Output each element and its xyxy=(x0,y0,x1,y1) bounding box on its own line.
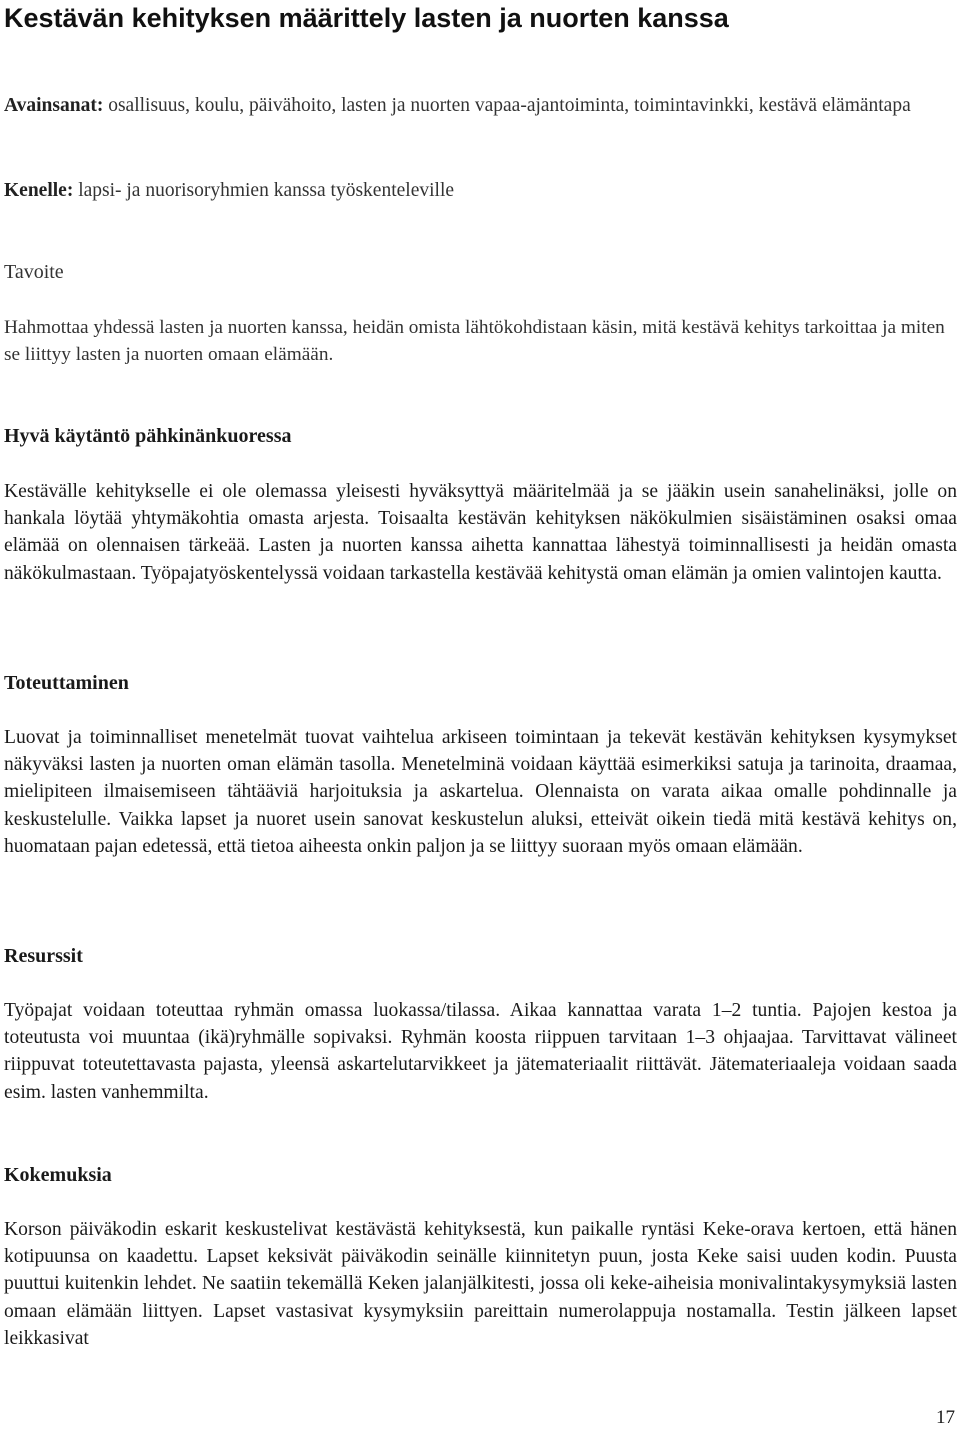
summary-text: Kestävälle kehitykselle ei ole olemassa yleisesti hyväksyttyä määritelmää ja se jääkin usein sanahelinäksi, jolle on hankala löytää yhtymäkohtia omasta arjesta. Toisaalta kestävän kehityksen näkökulmien sisäistäminen osaksi omaa elämää on olennaisen tärkeää. Lasten ja nuorten kanssa aihetta kannattaa lähestyä toiminnallisesti ja heidän omasta näkökulmastaan. Työpajatyöskentelyssä voidaan tarkastella kestävää kehitystä oman elämän ja omien valintojen kautta. xyxy=(4,481,957,584)
audience-label: Kenelle: xyxy=(4,180,74,201)
audience-value: lapsi- ja nuorisoryhmien kanssa työskenteleville xyxy=(78,180,455,201)
audience-line xyxy=(4,177,957,204)
resources-text: Työpajat voidaan toteuttaa ryhmän omassa luokassa/tilassa. Aikaa kannattaa varata 1–2 tuntia. Pajojen kestoa ja toteutusta voi muuntaa (ikä)ryhmälle sopivaksi. Ryhmän koosta riippuen tarvitaan 1–3 ohjaajaa. Tarvittavat välineet riippuvat toteutettavasta pajasta, yleensä askartelutarvikkeet ja jätemateriaalit riittävät. Jätemateriaaleja voidaan saada esim. lasten vanhemmilta. xyxy=(4,1000,957,1103)
experiences-text: Korson päiväkodin eskarit keskustelivat kestävästä kehityksestä, kun paikalle ryntäsi Keke-orava kertoen, että hänen kotipuunsa on kaadettu. Lapset keksivät päiväkodin seinälle kiinnitetyn puun, josta Keke saisi uuden kodin. Puusta puuttui kuitenkin lehdet. Ne saatiin tekemällä Keken jalanjälkitesti, jossa oli keke-aiheisia monivalintakysymyksiä lasten omaan elämään liittyen. Lapset vastasivat kysymyksiin pareittain numerolappuja nostamalla. Testin jälkeen lapset leikkasivat xyxy=(4,1219,957,1349)
keywords-line xyxy=(4,92,957,119)
implementation-text: Luovat ja toiminnalliset menetelmät tuovat vaihtelua arkiseen toimintaan ja tekevät kestävän kehityksen kysymykset näkyväksi lasten ja nuorten oman elämän tasolla. Menetelminä voidaan käyttää esimerkiksi satuja ja tarinoita, draamaa, mielipiteen ilmaisemiseen tähtääviä harjoituksia ja askartelua. Olennaista on varata aikaa omalle pohdinnalle ja keskustelulle. Vaikka lapset ja nuoret usein sanovat keskustelun aluksi, etteivät oikein tiedä mitä kestävä kehitys on, huomataan pajan edetessä, että tietoa aiheesta onkin paljon ja se liittyy suoraan myös omaan elämään. xyxy=(4,727,957,857)
keywords-value: osallisuus, koulu, päivähoito, lasten ja nuorten vapaa-ajantoiminta, toimintavinkki, kestävä elämäntapa xyxy=(108,95,911,116)
goal-heading: Tavoite xyxy=(4,261,64,283)
document-page xyxy=(4,0,957,1429)
goal-text: Hahmottaa yhdessä lasten ja nuorten kanssa, heidän omista lähtökohdistaan käsin, mitä kestävä kehitys tarkoittaa ja miten se liittyy lasten ja nuorten omaan elämään. xyxy=(4,317,945,366)
page-number: 17 xyxy=(936,1407,955,1428)
resources-heading: Resurssit xyxy=(4,945,83,967)
summary-heading: Hyvä käytäntö pähkinänkuoressa xyxy=(4,425,292,447)
document-title: Kestävän kehityksen määrittely lasten ja nuorten kanssa xyxy=(4,3,729,33)
keywords-label: Avainsanat: xyxy=(4,95,104,116)
experiences-heading: Kokemuksia xyxy=(4,1164,112,1186)
implementation-heading: Toteuttaminen xyxy=(4,672,129,694)
